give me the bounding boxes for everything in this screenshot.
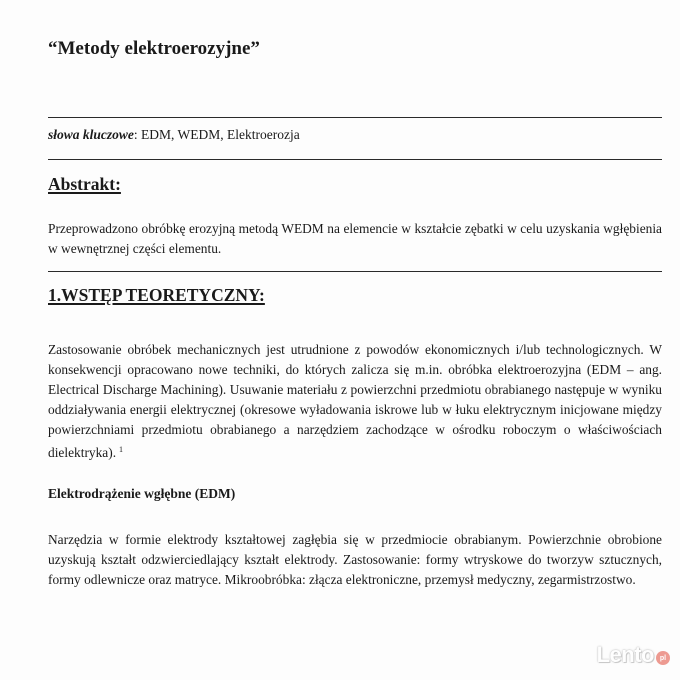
section-heading-intro: 1.WSTĘP TEORETYCZNY:	[48, 285, 265, 305]
edm-paragraph: Narzędzia w formie elektrody kształtowej zagłębia się w przedmiocie obrabianym. Powierzchnie obrobione uzyskują kształt odzwierciedlający kształt elektrody. Zastosowanie: formy wtryskowe do tworzyw sztucznych, formy odlewnicze oraz matryce. Mikroobróbka: złącza elektroniczne, przemysł medyczny, zegarmistrzostwo.	[48, 532, 662, 587]
lento-watermark	[597, 642, 670, 668]
abstract-heading: Abstrakt:	[48, 174, 121, 194]
subsection-heading-edm: Elektrodrążenie wgłębne (EDM)	[48, 486, 236, 501]
footnote-marker: 1	[119, 445, 124, 454]
intro-text: Zastosowanie obróbek mechanicznych jest utrudnione z powodów ekonomicznych i/lub technologicznych. W konsekwencji opracowano nowe techniki, do których zalicza się m.in. obróbka elektroerozyjna (EDM – ang. Electrical Discharge Machining). Usuwanie materiału z powierzchni przedmiotu obrabianego następuje w wyniku oddziaływania energii elektrycznej (okresowe wyładowania iskrowe lub w łuku elektrycznym inicjowane między powierzchniami przedmiotu obrabianego a narzędziem zachodzące w ośrodku roboczym o właściwościach dielektryka).	[48, 342, 662, 460]
watermark-badge	[656, 651, 670, 665]
document-title: “Metody elektroerozyjne”	[48, 38, 260, 59]
keywords-value: : EDM, WEDM, Elektroerozja	[133, 127, 300, 142]
divider	[48, 271, 662, 272]
watermark-badge-text: pl	[659, 654, 667, 662]
keywords-label: słowa kluczowe	[48, 127, 134, 142]
watermark-text: Lento	[596, 642, 654, 667]
divider	[48, 159, 662, 160]
divider	[48, 117, 662, 118]
abstract-paragraph: Przeprowadzono obróbkę erozyjną metodą WEDM na elemencie w kształcie zębatki w celu uzyskania wgłębienia w wewnętrznej części elementu.	[48, 221, 662, 256]
keywords-line	[48, 127, 300, 143]
intro-paragraph	[48, 340, 662, 463]
